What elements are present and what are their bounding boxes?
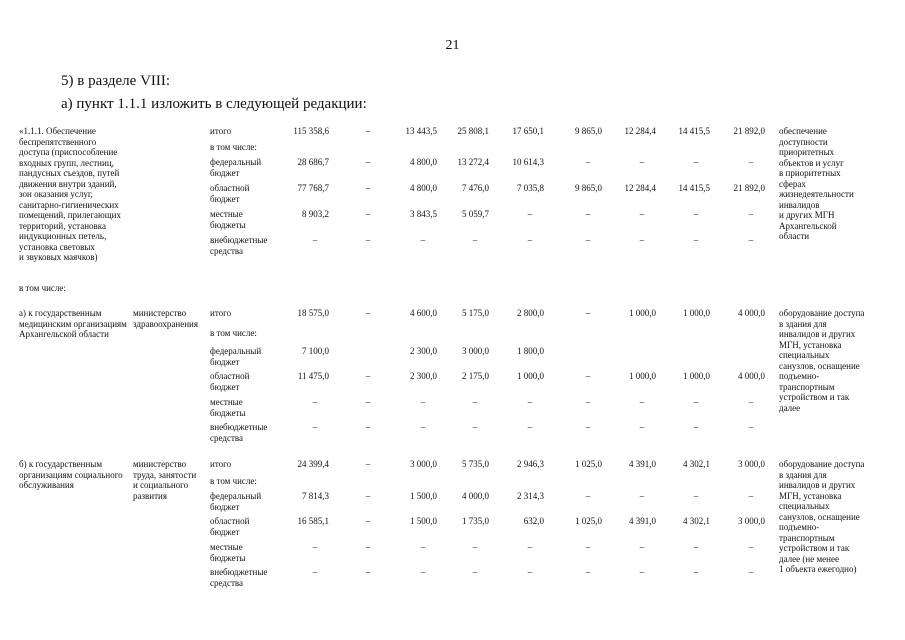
table-cell: – (420, 397, 426, 407)
executor: министерство труда, занятости и социального развития (133, 459, 197, 501)
funding-source-label: федеральный бюджет (210, 491, 262, 512)
funding-source-label: итого (210, 459, 232, 469)
table-cell: 1 000,0 (629, 371, 656, 381)
table-cell: – (693, 422, 699, 432)
table-cell: 3 000,0 (738, 516, 765, 526)
table-cell: – (527, 397, 533, 407)
table-cell: – (585, 397, 591, 407)
table-cell: 2 300,0 (410, 371, 437, 381)
table-cell: 1 000,0 (629, 308, 656, 318)
table-cell: – (585, 371, 591, 381)
table-cell: – (748, 209, 754, 219)
measure-name: «1.1.1. Обеспечение беспрепятственного доступа (приспособление входных групп, лестниц, пандусных съездов, путей движения внутри зданий, зон оказания услуг, санитарно-гигиенических помещений, прилегающих территорий, установка индукционных петель, установка световых и звуковых маячков) (19, 126, 121, 262)
table-cell: – (693, 209, 699, 219)
table-cell: 1 735,0 (462, 516, 489, 526)
table-cell: – (693, 397, 699, 407)
table-cell: 18 575,0 (297, 308, 329, 318)
table-cell: – (312, 567, 318, 577)
table-cell: – (748, 567, 754, 577)
table-cell: – (748, 157, 754, 167)
table-cell: 2 946,3 (517, 459, 544, 469)
table-cell: 4 000,0 (462, 491, 489, 501)
table-cell: – (312, 397, 318, 407)
table-cell: – (312, 542, 318, 552)
table-cell: – (585, 209, 591, 219)
table-cell: – (365, 459, 371, 469)
table-cell: – (420, 235, 426, 245)
table-cell: 7 814,3 (302, 491, 329, 501)
table-cell: – (639, 209, 645, 219)
table-cell: – (420, 422, 426, 432)
table-cell: – (639, 157, 645, 167)
table-cell: 1 025,0 (575, 459, 602, 469)
table-cell: – (472, 235, 478, 245)
table-cell: 1 000,0 (683, 371, 710, 381)
table-cell: – (365, 516, 371, 526)
table-cell: 3 000,0 (462, 346, 489, 356)
table-cell: 1 500,0 (410, 516, 437, 526)
measure-name: б) к государственным организациям социального обслуживания (19, 459, 123, 490)
table-cell: – (312, 235, 318, 245)
table-cell: 4 302,1 (683, 459, 710, 469)
table-cell: 24 399,4 (297, 459, 329, 469)
table-cell: – (365, 397, 371, 407)
table-cell: – (365, 542, 371, 552)
table-cell: 5 059,7 (462, 209, 489, 219)
page-number: 21 (445, 38, 460, 53)
table-cell: 25 808,1 (457, 126, 489, 136)
funding-source-label: итого (210, 126, 232, 136)
expected-result: оборудование доступа в здания для инвалидов и других МГН, установка специальных санузлов, оснащение подъемно- транспортным устройством и так далее (не менее 1 объекта ежегодно) (779, 459, 865, 574)
expected-result: оборудование доступа в здания для инвалидов и других МГН, установка специальных санузлов, оснащение подъемно- транспортным устройством и так далее (779, 308, 865, 413)
table-cell: 4 391,0 (629, 459, 656, 469)
table-cell: – (365, 422, 371, 432)
table-cell: 12 284,4 (624, 126, 656, 136)
table-cell: – (365, 491, 371, 501)
table-cell: – (639, 397, 645, 407)
table-cell: 115 358,6 (293, 126, 329, 136)
table-cell: 4 000,0 (738, 371, 765, 381)
measure-name: а) к государственным медицинским организациям Архангельской области (19, 308, 127, 339)
table-cell: – (527, 209, 533, 219)
table-cell: 21 892,0 (733, 183, 765, 193)
table-cell: – (585, 157, 591, 167)
table-cell: 4 391,0 (629, 516, 656, 526)
table-cell: 28 686,7 (297, 157, 329, 167)
table-cell: – (420, 567, 426, 577)
table-cell: – (365, 157, 371, 167)
table-cell: – (748, 491, 754, 501)
table-cell: – (420, 542, 426, 552)
table-cell: 2 314,3 (517, 491, 544, 501)
funding-source-label: федеральный бюджет (210, 157, 262, 178)
table-cell: 1 000,0 (517, 371, 544, 381)
expected-result: обеспечение доступности приоритетных объектов и услуг в приоритетных сферах жизнедеятельности инвалидов и других МГН Архангельской области (779, 126, 854, 241)
funding-source-label: внебюджетные средства (210, 235, 268, 256)
table-cell: 4 800,0 (410, 157, 437, 167)
table-cell: 10 614,3 (512, 157, 544, 167)
table-cell: 14 415,5 (678, 183, 710, 193)
table-cell: – (693, 235, 699, 245)
table-cell: 1 025,0 (575, 516, 602, 526)
funding-source-label: федеральный бюджет (210, 346, 262, 367)
table-cell: – (693, 542, 699, 552)
table-cell: – (472, 422, 478, 432)
table-cell: – (639, 422, 645, 432)
table-cell: 632,0 (523, 516, 544, 526)
funding-source-label: областной бюджет (210, 183, 250, 204)
table-cell: – (527, 567, 533, 577)
table-cell: – (748, 235, 754, 245)
table-cell: – (693, 567, 699, 577)
table-cell: – (585, 422, 591, 432)
table-cell: – (639, 235, 645, 245)
table-cell: 7 100,0 (302, 346, 329, 356)
table-cell: – (365, 209, 371, 219)
subsection-heading: а) пункт 1.1.1 изложить в следующей редакции: (61, 96, 367, 112)
table-cell: 12 284,4 (624, 183, 656, 193)
table-cell: 4 302,1 (683, 516, 710, 526)
table-cell: 17 650,1 (512, 126, 544, 136)
table-cell: 1 500,0 (410, 491, 437, 501)
table-cell: – (585, 491, 591, 501)
table-cell: – (312, 422, 318, 432)
table-cell: 1 000,0 (683, 308, 710, 318)
table-cell: – (527, 422, 533, 432)
table-cell: – (639, 491, 645, 501)
table-cell: 77 768,7 (297, 183, 329, 193)
table-cell: 5 735,0 (462, 459, 489, 469)
table-cell: – (365, 308, 371, 318)
in-that-number-label: в том числе: (19, 283, 66, 293)
funding-source-label: в том числе: (210, 476, 257, 486)
table-cell: 7 476,0 (462, 183, 489, 193)
table-cell: – (365, 371, 371, 381)
table-cell: 4 000,0 (738, 308, 765, 318)
table-cell: 13 272,4 (457, 157, 489, 167)
table-cell: 16 585,1 (297, 516, 329, 526)
table-cell: 9 865,0 (575, 126, 602, 136)
funding-source-label: итого (210, 308, 232, 318)
table-cell: – (365, 235, 371, 245)
table-cell: 2 300,0 (410, 346, 437, 356)
table-cell: – (748, 542, 754, 552)
table-cell: – (639, 567, 645, 577)
table-cell: 2 800,0 (517, 308, 544, 318)
table-cell: – (693, 157, 699, 167)
table-cell: – (585, 567, 591, 577)
funding-source-label: местные бюджеты (210, 397, 246, 418)
funding-source-label: местные бюджеты (210, 209, 246, 230)
table-cell: – (527, 542, 533, 552)
funding-source-label: местные бюджеты (210, 542, 246, 563)
table-cell: 11 475,0 (297, 371, 329, 381)
section-heading: 5) в разделе VIII: (61, 73, 171, 89)
table-cell: – (472, 542, 478, 552)
table-cell: 5 175,0 (462, 308, 489, 318)
funding-source-label: внебюджетные средства (210, 422, 268, 443)
funding-source-label: в том числе: (210, 142, 257, 152)
table-cell: 14 415,5 (678, 126, 710, 136)
table-cell: – (365, 567, 371, 577)
table-cell: 3 843,5 (410, 209, 437, 219)
table-cell: 4 600,0 (410, 308, 437, 318)
table-cell: 8 903,2 (302, 209, 329, 219)
executor: министерство здравоохранения (133, 308, 199, 329)
table-cell: 9 865,0 (575, 183, 602, 193)
table-cell: 3 000,0 (738, 459, 765, 469)
table-cell: – (585, 235, 591, 245)
table-cell: 2 175,0 (462, 371, 489, 381)
table-cell: 1 800,0 (517, 346, 544, 356)
funding-source-label: внебюджетные средства (210, 567, 268, 588)
table-cell: 21 892,0 (733, 126, 765, 136)
table-cell: 3 000,0 (410, 459, 437, 469)
table-cell: 7 035,8 (517, 183, 544, 193)
table-cell: – (365, 183, 371, 193)
table-cell: – (585, 542, 591, 552)
funding-source-label: областной бюджет (210, 371, 250, 392)
table-cell: – (748, 422, 754, 432)
table-cell: – (639, 542, 645, 552)
funding-source-label: областной бюджет (210, 516, 250, 537)
table-cell: – (527, 235, 533, 245)
table-cell: – (472, 567, 478, 577)
table-cell: 13 443,5 (405, 126, 437, 136)
funding-source-label: в том числе: (210, 328, 257, 338)
table-cell: – (748, 397, 754, 407)
table-cell: – (472, 397, 478, 407)
table-cell: – (693, 491, 699, 501)
table-cell: 4 800,0 (410, 183, 437, 193)
table-cell: – (585, 308, 591, 318)
table-cell: – (365, 126, 371, 136)
